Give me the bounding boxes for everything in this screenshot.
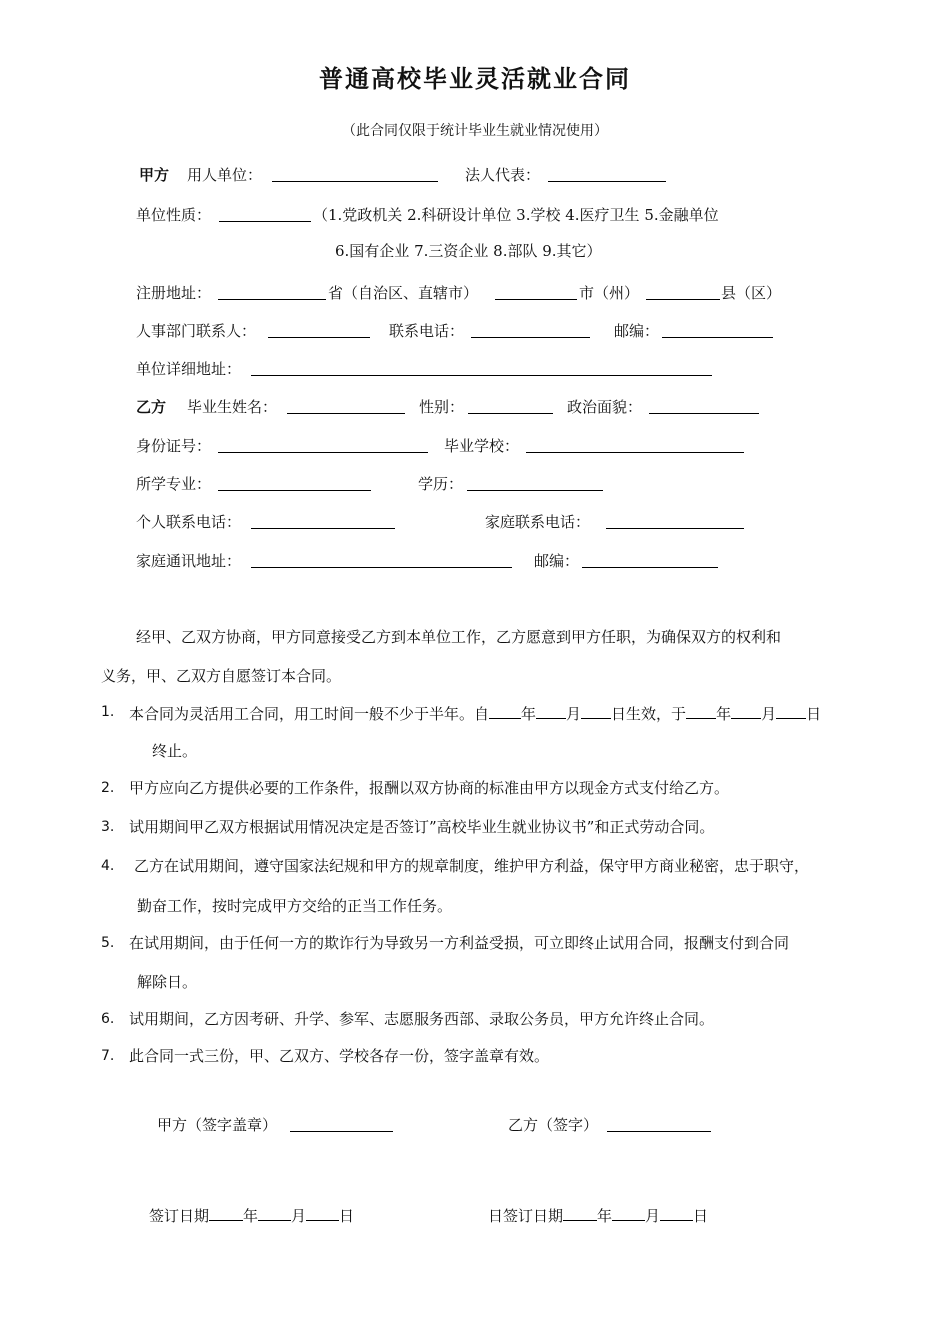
party-b-signature-field[interactable] (607, 1131, 711, 1132)
year-label: 年 (521, 705, 537, 723)
school-label: 毕业学校： (444, 437, 520, 455)
end-month-field[interactable] (731, 702, 761, 719)
unit-nature-label: 单位性质： (136, 206, 212, 224)
party-a-signature-field[interactable] (290, 1131, 393, 1132)
clause-7-text: 此合同一式三份，甲、乙双方、学校各存一份，签字盖章有效。 (129, 1047, 550, 1065)
personal-phone-field[interactable] (251, 528, 395, 529)
gender-field[interactable] (468, 413, 553, 414)
postcode-a-field[interactable] (662, 337, 773, 338)
start-month-field[interactable] (536, 702, 566, 719)
year-label: 年 (716, 705, 732, 723)
degree-field[interactable] (467, 490, 603, 491)
province-label: 省（自治区、直辖市） (328, 284, 479, 302)
clause-1-text (129, 702, 821, 724)
end-year-field[interactable] (686, 702, 716, 719)
clause-2-text: 甲方应向乙方提供必要的工作条件，报酬以双方协商的标准由甲方以现金方式支付给乙方。 (129, 779, 730, 797)
month-label: 月 (645, 1207, 661, 1225)
start-year-field[interactable] (489, 702, 521, 719)
clause-6-text: 试用期间，乙方因考研、升学、参军、志愿服务西部、录取公务员，甲方允许终止合同。 (129, 1010, 715, 1028)
clause-1-number: 1. (101, 704, 115, 720)
contract-title: 普通高校毕业灵活就业合同 (319, 65, 631, 93)
sign-month-b-field[interactable] (612, 1204, 645, 1221)
effective-label: 日生效，于 (611, 705, 687, 723)
intro-line-2: 义务，甲、乙双方自愿签订本合同。 (101, 667, 342, 685)
detail-address-field[interactable] (251, 375, 712, 376)
school-field[interactable] (526, 452, 744, 453)
clause-2-number: 2. (101, 780, 115, 796)
name-label: 毕业生姓名： (187, 398, 278, 416)
major-field[interactable] (218, 490, 371, 491)
party-a-signature-label: 甲方（签字盖章） (157, 1116, 278, 1134)
city-field[interactable] (495, 299, 577, 300)
month-label: 月 (566, 705, 582, 723)
hr-contact-field[interactable] (268, 337, 370, 338)
postcode-a-label: 邮编： (614, 322, 660, 340)
month-label: 月 (761, 705, 777, 723)
clause-3-text: 试用期间甲乙双方根据试用情况决定是否签订”高校毕业生就业协议书”和正式劳动合同。 (129, 818, 715, 836)
clause-4-text: 乙方在试用期间，遵守国家法纪规和甲方的规章制度，维护甲方利益，保守甲方商业秘密，忠于职守， (134, 857, 810, 875)
day-label: 日 (339, 1207, 355, 1225)
id-field[interactable] (218, 452, 428, 453)
unit-nature-options-1: （1.党政机关 2.科研设计单位 3.学校 4.医疗卫生 5.金融单位 (313, 206, 719, 224)
party-a-label: 甲方 (139, 166, 170, 184)
sign-day-b-field[interactable] (660, 1204, 693, 1221)
hr-contact-label: 人事部门联系人： (136, 322, 257, 340)
year-label: 年 (597, 1207, 613, 1225)
home-address-field[interactable] (251, 567, 512, 568)
start-day-field[interactable] (581, 702, 611, 719)
contract-subtitle: （此合同仅限于统计毕业生就业情况使用） (342, 123, 608, 139)
degree-label: 学历： (418, 475, 464, 493)
city-label: 市（州） (579, 284, 640, 302)
sign-date-b-label: 日签订日期 (488, 1207, 564, 1225)
clause-7-number: 7. (101, 1048, 115, 1064)
sign-day-a-field[interactable] (306, 1204, 339, 1221)
end-day-field[interactable] (776, 702, 806, 719)
phone-field[interactable] (471, 337, 590, 338)
clause-1-text-a: 本合同为灵活用工合同，用工时间一般不少于半年。自 (129, 705, 490, 723)
unit-nature-options-2: 6.国有企业 7.三资企业 8.部队 9.其它） (335, 242, 602, 260)
month-label: 月 (291, 1207, 307, 1225)
home-address-label: 家庭通讯地址： (136, 552, 242, 570)
clause-3-number: 3. (101, 819, 115, 835)
party-b-signature-label: 乙方（签字） (508, 1116, 599, 1134)
sign-year-b-field[interactable] (563, 1204, 597, 1221)
clause-4-number: 4. (101, 858, 115, 874)
postcode-b-field[interactable] (582, 567, 718, 568)
major-label: 所学专业： (136, 475, 212, 493)
legal-rep-field[interactable] (548, 181, 666, 182)
employer-field[interactable] (272, 181, 438, 182)
political-label: 政治面貌： (567, 398, 643, 416)
employer-label: 用人单位： (187, 166, 263, 184)
gender-label: 性别： (419, 398, 465, 416)
sign-date-b (488, 1204, 708, 1226)
postcode-b-label: 邮编： (534, 552, 580, 570)
sign-year-a-field[interactable] (209, 1204, 243, 1221)
year-label: 年 (243, 1207, 259, 1225)
county-field[interactable] (646, 299, 720, 300)
legal-rep-label: 法人代表： (465, 166, 541, 184)
personal-phone-label: 个人联系电话： (136, 513, 242, 531)
reg-address-label: 注册地址： (136, 284, 212, 302)
sign-date-a-label: 签订日期 (149, 1207, 210, 1225)
phone-label: 联系电话： (389, 322, 465, 340)
clause-5-cont: 解除日。 (137, 973, 198, 991)
party-b-label: 乙方 (136, 398, 167, 416)
name-field[interactable] (287, 413, 405, 414)
day-label: 日 (806, 705, 822, 723)
clause-4-cont: 勤奋工作，按时完成甲方交给的正当工作任务。 (137, 897, 453, 915)
intro-line-1: 经甲、乙双方协商，甲方同意接受乙方到本单位工作，乙方愿意到甲方任职，为确保双方的权利和 (136, 628, 782, 646)
county-label: 县（区） (721, 284, 782, 302)
home-phone-field[interactable] (606, 528, 744, 529)
clause-6-number: 6. (101, 1011, 115, 1027)
political-field[interactable] (649, 413, 759, 414)
province-field[interactable] (218, 299, 326, 300)
clause-5-text: 在试用期间，由于任何一方的欺诈行为导致另一方利益受损，可立即终止试用合同，报酬支付到合同 (129, 934, 790, 952)
detail-address-label: 单位详细地址： (136, 360, 242, 378)
home-phone-label: 家庭联系电话： (485, 513, 591, 531)
clause-5-number: 5. (101, 935, 115, 951)
sign-date-a (149, 1204, 354, 1226)
clause-1-cont: 终止。 (152, 742, 198, 760)
unit-nature-field[interactable] (219, 221, 311, 222)
id-label: 身份证号： (136, 437, 212, 455)
day-label: 日 (693, 1207, 709, 1225)
sign-month-a-field[interactable] (258, 1204, 291, 1221)
